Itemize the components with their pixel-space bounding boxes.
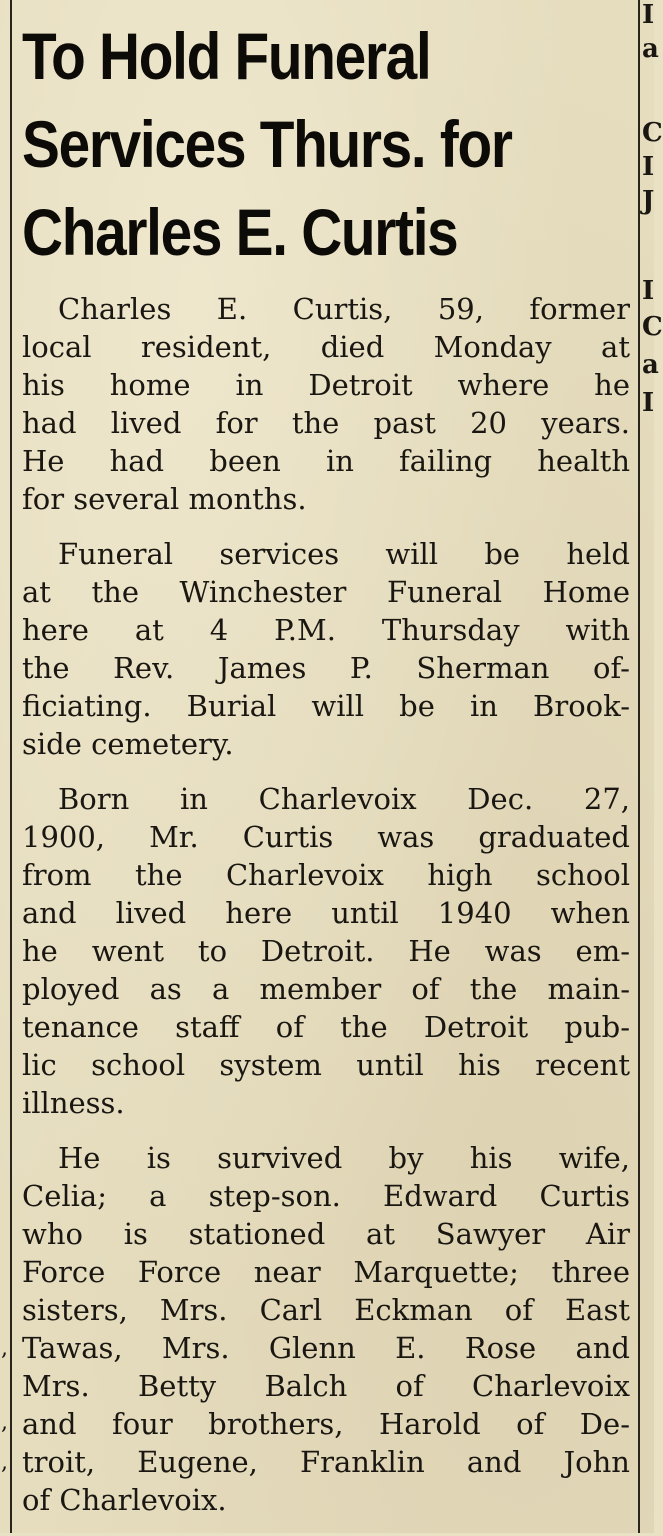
text-line: Tawas, Mrs. Glenn E. Rose and [22, 1331, 630, 1365]
text-line: from the Charlevoix high school [22, 858, 630, 892]
paragraph-survivors [22, 1139, 630, 1519]
text-line: sisters, Mrs. Carl Eckman of East [22, 1293, 630, 1327]
text-line: Force Force near Marquette; three [22, 1255, 630, 1289]
text-line: the Rev. James P. Sherman of- [22, 651, 630, 685]
headline-line: Services Thurs. for [22, 107, 512, 181]
text-line: Funeral services will be held [58, 537, 630, 571]
paragraph-death-notice [22, 290, 630, 518]
text-line: and four brothers, Harold of De- [22, 1407, 630, 1441]
paragraph-biography [22, 780, 630, 1122]
left-column-rule [10, 0, 12, 1533]
headline-line: Charles E. Curtis [22, 195, 458, 269]
adjacent-fragment: J [642, 186, 655, 216]
adjacent-fragment: C [642, 312, 663, 342]
text-line: local resident, died Monday at [22, 330, 630, 364]
adjacent-fragment: C [642, 118, 663, 148]
text-line: Mrs. Betty Balch of Charlevoix [22, 1369, 630, 1403]
text-line: ficiating. Burial will be in Brook- [22, 689, 630, 723]
left-margin-fragments [0, 0, 10, 1533]
text-line: and lived here until 1940 when [22, 896, 630, 930]
right-column-rule [638, 0, 640, 1533]
text-line: his home in Detroit where he [22, 368, 630, 402]
text-line: who is stationed at Sawyer Air [22, 1217, 630, 1251]
adjacent-column-fragments [641, 0, 663, 1533]
text-line: Charles E. Curtis, 59, former [58, 292, 630, 326]
text-line: at the Winchester Funeral Home [22, 575, 630, 609]
text-line: Born in Charlevoix Dec. 27, [58, 782, 630, 816]
text-line: had lived for the past 20 years. [22, 406, 630, 440]
text-line: here at 4 P.M. Thursday with [22, 613, 630, 647]
text-line: 1900, Mr. Curtis was graduated [22, 820, 630, 854]
left-margin-fragment: , [1, 1410, 8, 1435]
headline [22, 12, 624, 276]
adjacent-fragment: I [642, 152, 655, 182]
text-line: lic school system until his recent [22, 1048, 630, 1082]
text-line: illness. [22, 1086, 125, 1120]
text-line: troit, Eugene, Franklin and John [22, 1445, 630, 1479]
adjacent-fragment: I [642, 0, 655, 30]
text-line: for several months. [22, 482, 307, 516]
text-line: tenance staff of the Detroit pub- [22, 1010, 630, 1044]
obituary-article [22, 12, 632, 1536]
text-line: Celia; a step-son. Edward Curtis [22, 1179, 630, 1213]
text-line: He is survived by his wife, [58, 1141, 630, 1175]
adjacent-fragment: a [642, 350, 659, 380]
left-margin-fragment: , [1, 1336, 8, 1361]
adjacent-fragment: I [642, 276, 655, 306]
article-body [22, 290, 630, 1519]
paragraph-funeral-services [22, 535, 630, 763]
text-line: side cemetery. [22, 727, 234, 761]
adjacent-fragment: I [642, 388, 655, 418]
text-line: He had been in failing health [22, 444, 630, 478]
headline-line: To Hold Funeral [22, 19, 431, 93]
text-line: of Charlevoix. [22, 1483, 227, 1517]
adjacent-fragment: a [642, 34, 659, 64]
text-line: ployed as a member of the main- [22, 972, 630, 1006]
text-line: he went to Detroit. He was em- [22, 934, 630, 968]
left-margin-fragment: , [1, 1450, 8, 1475]
